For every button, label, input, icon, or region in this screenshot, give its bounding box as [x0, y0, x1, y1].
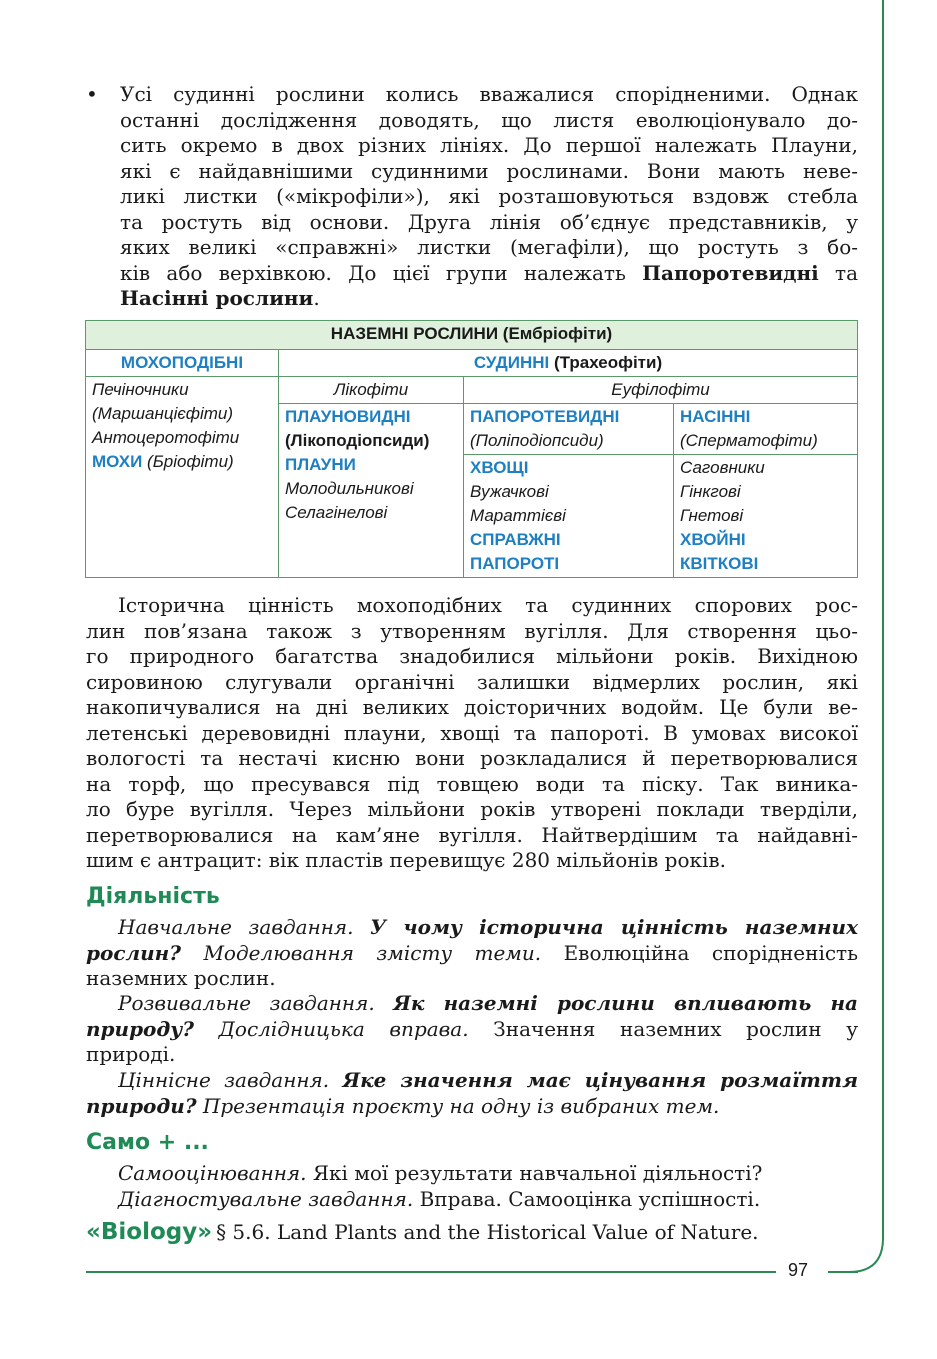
- biology-label: «Biology»: [86, 1219, 213, 1245]
- table-title: НАЗЕМНІ РОСЛИНИ (Ембріофіти): [86, 321, 858, 350]
- task-developmental: Розвивальне завдання. Як наземні рослини впливають на природу? Дослідницька вправа. Значення наземних рослин у природі.: [86, 991, 859, 1066]
- seed-plant-list: Саговники Гінкгові Гнетові ХВОЙНІ КВІТКОВІ: [674, 455, 858, 578]
- bryophyte-list: Печіночники (Маршанцієфіти) Антоцеротофіти МОХИ (Бріофіти): [86, 377, 279, 578]
- footer-rule-right: [828, 1271, 858, 1273]
- activity-heading: Діяльність: [86, 884, 220, 909]
- bullet-line: та ростуть від основи. Друга лінія об’єднує представників, у: [120, 209, 858, 234]
- page-number: 97: [788, 1260, 809, 1280]
- self-heading: Само + ...: [86, 1130, 209, 1155]
- biology-text: § 5.6. Land Plants and the Historical Value of Nature.: [216, 1220, 759, 1244]
- header-lycophytes: Лікофіти: [279, 377, 464, 404]
- bold-term-seed-plants: Насінні рослини: [120, 286, 314, 310]
- bullet-dot: •: [86, 82, 98, 106]
- ferns-header-cell: ПАПОРОТЕВИДНІ (Поліподіопсиди): [464, 404, 674, 455]
- bold-term-ferns: Папоротевидні: [642, 260, 819, 285]
- paragraph-line: на торф, що пресувався під товщею води та піску. Так виника-: [86, 771, 858, 796]
- paragraph-line: сировиною слугували органічні залишки відмерлих рослин, які: [86, 669, 858, 694]
- bullet-line-mixed: ків або верхівкою. До цієї групи належать Папоротевидні та: [120, 260, 859, 285]
- task-values: Ціннісне завдання. Яке значення має цінування розмаїття природи? Презентація проєкту на одну із вибраних тем.: [86, 1068, 859, 1118]
- seed-plants-header-cell: НАСІННІ (Сперматофіти): [674, 404, 858, 455]
- bullet-line: сить окремо в двох різних лініях. До першої належать Плауни,: [120, 133, 858, 157]
- lycophyte-list: ПЛАУНОВИДНІ (Лікоподіопсиди) ПЛАУНИ Молодильникові Селагінелові: [279, 404, 464, 578]
- header-euphyllophytes: Еуфілофіти: [464, 377, 858, 404]
- header-bryophytes: МОХОПОДІБНІ: [86, 350, 279, 377]
- coal-paragraph: [86, 593, 858, 874]
- fern-list: ХВОЩІ Вужачкові Мараттієві СПРАВЖНІ ПАПОРОТІ: [464, 455, 674, 578]
- header-vascular: СУДИННІ (Трахеофіти): [279, 350, 858, 377]
- bullet-line: яких великі «справжні» листки (мегафіли), що ростуть з бо-: [120, 235, 858, 259]
- plant-classification-table: [85, 320, 858, 578]
- paragraph-line: вологості та нестачі кисню вони розкладалися й перетворювалися: [86, 746, 858, 770]
- self-assessment: Самооцінювання. Які мої результати навчальної діяльності? Діагностувальне завдання. Вправа. Самооцінка успішності.: [118, 1161, 763, 1211]
- bullet-line: Усі судинні рослини колись вважалися спорідненими. Однак: [120, 82, 858, 106]
- paragraph-line: ло буре вугілля. Через мільйони років утворені поклади тверділи,: [86, 797, 858, 821]
- bullet-line: ликі листки («мікрофіли»), які розташовуються вздовж стебла: [120, 184, 858, 208]
- paragraph-line: го природного багатства знадобилися мільйони років. Вихідною: [86, 644, 858, 668]
- paragraph-line: перетворювалися на кам’яне вугілля. Найтвердішим та найдавні-: [86, 822, 858, 847]
- bullet-line-last: Насінні рослини.: [120, 286, 320, 310]
- paragraph-line: лин пов’язана також з утворенням вугілля. Для створення цьо-: [86, 618, 858, 643]
- bullet-line: останні дослідження доводять, що листя еволюціонувало до-: [120, 107, 858, 132]
- biology-reference: [86, 1219, 759, 1245]
- intro-bullet: [86, 82, 858, 312]
- footer-rule: [86, 1271, 776, 1273]
- bullet-line: які є найдавнішими судинними рослинами. Вони мають неве-: [120, 158, 858, 183]
- task-educational: Навчальне завдання. У чому історична цінність наземних рослин? Моделювання змісту теми. Еволюційна спорідненість наземних рослин.: [86, 915, 859, 990]
- paragraph-line: накопичувалися на дні великих доісторичних водойм. Це були ве-: [86, 695, 858, 719]
- paragraph-line: летенські деревовидні плауни, хвощі та папороті. В умовах високої: [86, 720, 858, 745]
- paragraph-line: Історична цінність мохоподібних та судинних спорових рос-: [118, 593, 858, 617]
- paragraph-line: шим є антрацит: вік пластів перевищує 280 мільйонів років.: [86, 848, 727, 872]
